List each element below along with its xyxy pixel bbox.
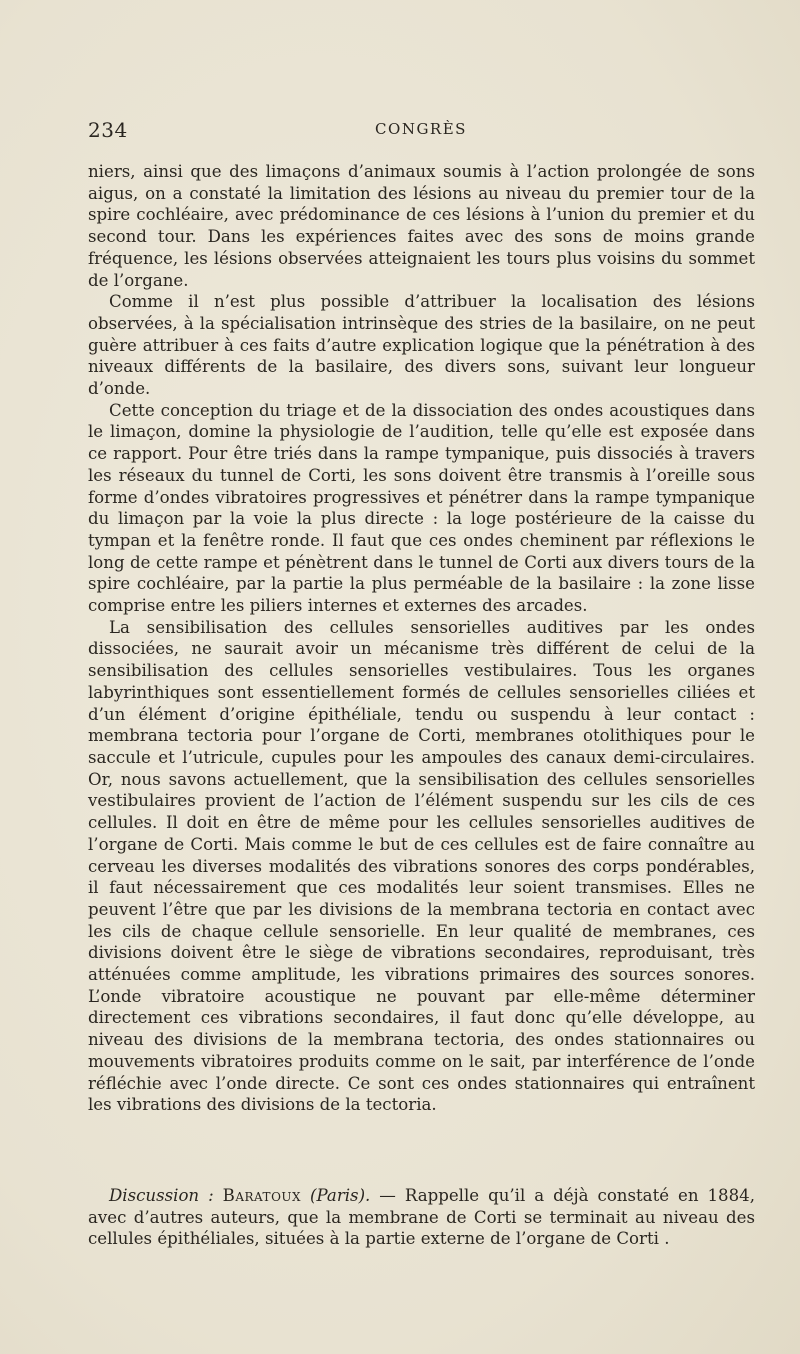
paragraph: Comme il n’est plus possible d’attribuer la localisation des lésions observées, à la spécialisation intrinsèque des stries de la basilaire, on ne peut guère attribuer à ces faits d’autre explication logique que la pénétration à des niveaux différents de la basilaire, des divers sons, suivant leur longueur d’onde.: [88, 292, 755, 399]
paragraph: La sensibilisation des cellules sensorielles auditives par les ondes dissociées, ne saurait avoir un mécanisme très différent de celui de la sensibilisation des cellules sensorielles vestibulaires. Tous les organes labyrinthiques sont essentiellement formés de cellules sensorielles ciliées et d’un élément d’origine épithéliale, tendu ou suspendu à leur contact : membrana tectoria pour l’organe de Corti, membranes otolithiques pour le saccule et l’utricule, cupules pour les ampoules des canaux demi-circulaires. Or, nous savons actuellement, que la sensibilisation des cellules sensorielles vestibulaires provient de l’action de l’élément suspendu sur les cils de ces cellules. Il doit en être de même pour les cellules sensorielles auditives de l’organe de Corti. Mais comme le but de ces cellules est de faire connaître au cerveau les diverses modalités des vibrations sonores des corps pondérables, il faut nécessairement que ces modalités leur soient transmises. Elles ne peuvent l’être que par les divisions de la membrana tectoria en contact avec les cils de chaque cellule sensorielle. En leur qualité de membranes, ces divisions doivent être le siège de vibrations secondaires, reproduisant, très atténuées comme amplitude, les vibrations primaires des sources sonores. L’onde vibratoire acoustique ne pouvant par elle-même déterminer directement ces vibrations secondaires, il faut donc qu’elle développe, au niveau des divisions de la membrana tectoria, des ondes stationnaires ou mouvements vibratoires produits comme on le sait, par interférence de l’onde réfléchie avec l’onde directe. Ce sont ces ondes stationnaires qui entraînent les vibrations des divisions de la tectoria.: [88, 617, 755, 1115]
running-head: [88, 118, 754, 144]
discussant-city: (Paris).: [310, 1186, 371, 1205]
discussion-label: Discussion :: [109, 1186, 214, 1205]
discussion-text: — Rappelle qu’il a déjà constaté en 1884, avec d’autres auteurs, que la membrane de Corti se terminait au niveau des cellules épithéliales, situées à la partie externe de l’organe de Corti .: [88, 1186, 755, 1249]
paragraph-continuation: niers, ainsi que des limaçons d’animaux soumis à l’action prolongée de sons aigus, on a constaté la limitation des lésions au niveau du premier tour de la spire cochléaire, avec prédominance de ces lésions à l’union du premier et du second tour. Dans les expériences faites avec des sons de moins grande fréquence, les lésions observées atteignaient les tours plus voisins du sommet de l’organe.: [88, 162, 755, 290]
running-title: CONGRÈS: [375, 120, 467, 138]
discussion-paragraph: [88, 1185, 755, 1250]
discussant-name: Baratoux: [222, 1186, 302, 1205]
body-text: [88, 161, 755, 1116]
paragraph: Cette conception du triage et de la dissociation des ondes acoustiques dans le limaçon, domine la physiologie de l’audition, telle qu’elle est exposée dans ce rapport. Pour être triés dans la rampe tympanique, puis dissociés à travers les réseaux du tunnel de Corti, les sons doivent être transmis à l’oreille sous forme d’ondes vibratoires progressives et pénétrer dans la rampe tympanique du limaçon par la voie la plus directe : la loge postérieure de la caisse du tympan et la fenêtre ronde. Il faut que ces ondes cheminent par réflexions le long de cette rampe et pénètrent dans le tunnel de Corti aux divers tours de la spire cochléaire, par la partie la plus perméable de la basilaire : la zone lisse comprise entre les piliers internes et externes des arcades.: [88, 400, 755, 616]
page-number: 234: [88, 118, 128, 142]
